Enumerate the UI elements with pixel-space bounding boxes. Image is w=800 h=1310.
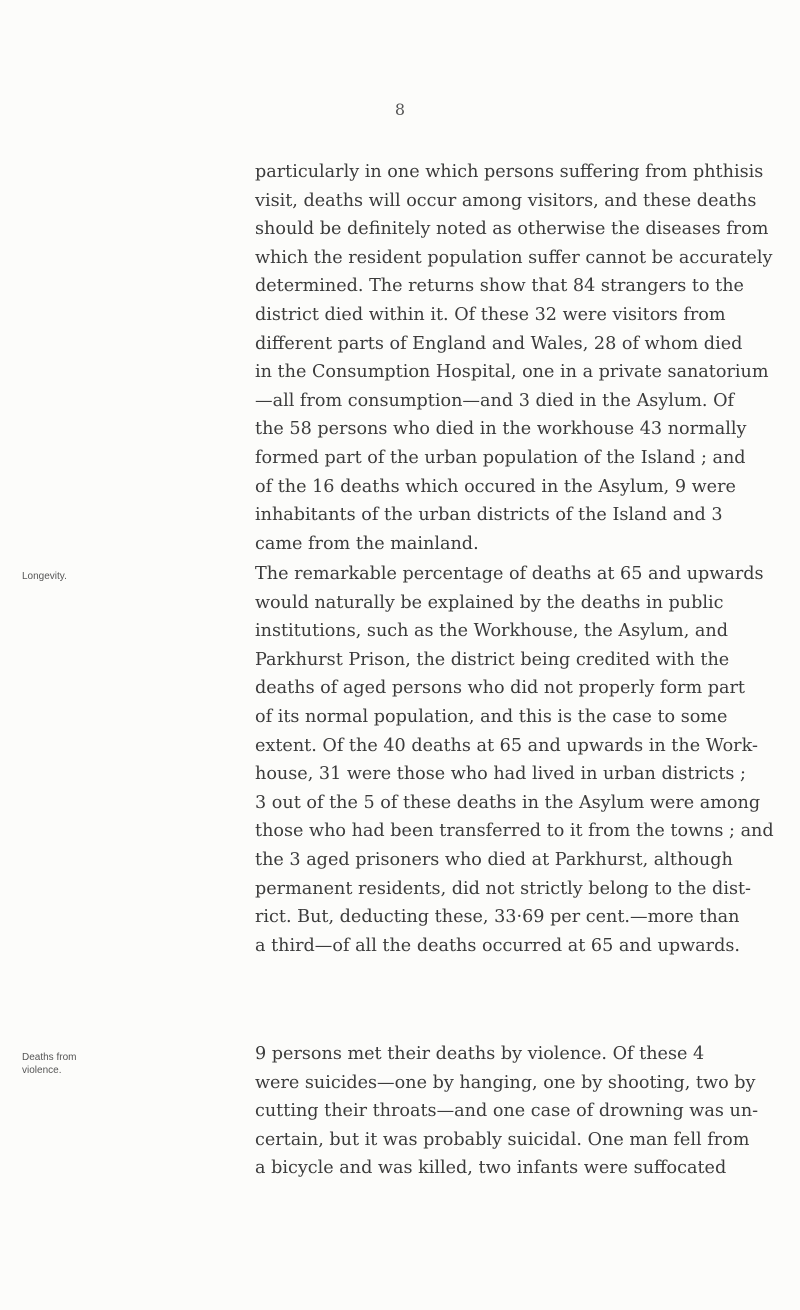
text-line: should be definitely noted as otherwise the diseases from (255, 219, 769, 240)
text-line: different parts of England and Wales, 28 of whom died (255, 333, 743, 354)
text-line: cutting their throats—and one case of drowning was un- (255, 1101, 759, 1122)
text-line: deaths of aged persons who did not properly form part (255, 678, 745, 699)
margin-note-longevity: Longevity. (22, 571, 67, 582)
text-line: Parkhurst Prison, the district being credited with the (255, 649, 730, 670)
paragraph-longevity (255, 560, 774, 960)
text-line: a third—of all the deaths occurred at 65 and upwards. (255, 935, 740, 956)
text-line: extent. Of the 40 deaths at 65 and upwards in the Work- (255, 735, 758, 756)
text-line: particularly in one which persons suffering from phthisis (255, 162, 764, 182)
text-line: visit, deaths will occur among visitors, and these deaths (255, 190, 757, 211)
text-line: those who had been transferred to it from the towns ; and (255, 821, 774, 842)
margin-note-deaths-from-violence: Deaths from violence. (22, 1052, 77, 1076)
text-line: of its normal population, and this is the case to some (255, 706, 728, 727)
text-line: permanent residents, did not strictly belong to the dist- (255, 878, 751, 899)
text-line: determined. The returns show that 84 strangers to the (255, 276, 744, 297)
text-line: would naturally be explained by the deaths in public (255, 592, 724, 613)
paragraph-deaths-from-violence (255, 1040, 759, 1183)
text-line: district died within it. Of these 32 were visitors from (255, 304, 726, 325)
text-line: —all from consumption—and 3 died in the Asylum. Of (255, 390, 735, 411)
text-line: came from the mainland. (255, 533, 479, 554)
text-line: formed part of the urban population of the Island ; and (255, 447, 746, 468)
text-line: certain, but it was probably suicidal. One man fell from (255, 1129, 750, 1150)
text-line: house, 31 were those who had lived in urban districts ; (255, 764, 746, 785)
text-line: rict. But, deducting these, 33·69 per cent.—more than (255, 907, 740, 928)
text-line: The remarkable percentage of deaths at 65 and upwards (255, 564, 764, 584)
text-line: the 3 aged prisoners who died at Parkhurst, although (255, 849, 733, 870)
text-line: were suicides—one by hanging, one by shooting, two by (255, 1072, 756, 1093)
text-line: 3 out of the 5 of these deaths in the Asylum were among (255, 792, 761, 813)
text-line: of the 16 deaths which occured in the Asylum, 9 were (255, 476, 736, 497)
paragraph-phthisis-visitors (255, 158, 773, 558)
text-line: in the Consumption Hospital, one in a private sanatorium (255, 362, 769, 383)
text-line: the 58 persons who died in the workhouse 43 normally (255, 419, 747, 440)
text-line: a bicycle and was killed, two infants were suffocated (255, 1158, 727, 1179)
text-line: which the resident population suffer cannot be accurately (255, 247, 773, 268)
page-number: 8 (394, 100, 406, 119)
text-line: inhabitants of the urban districts of the Island and 3 (255, 505, 723, 526)
text-line: institutions, such as the Workhouse, the Asylum, and (255, 621, 728, 642)
text-line: 9 persons met their deaths by violence. Of these 4 (255, 1044, 705, 1064)
